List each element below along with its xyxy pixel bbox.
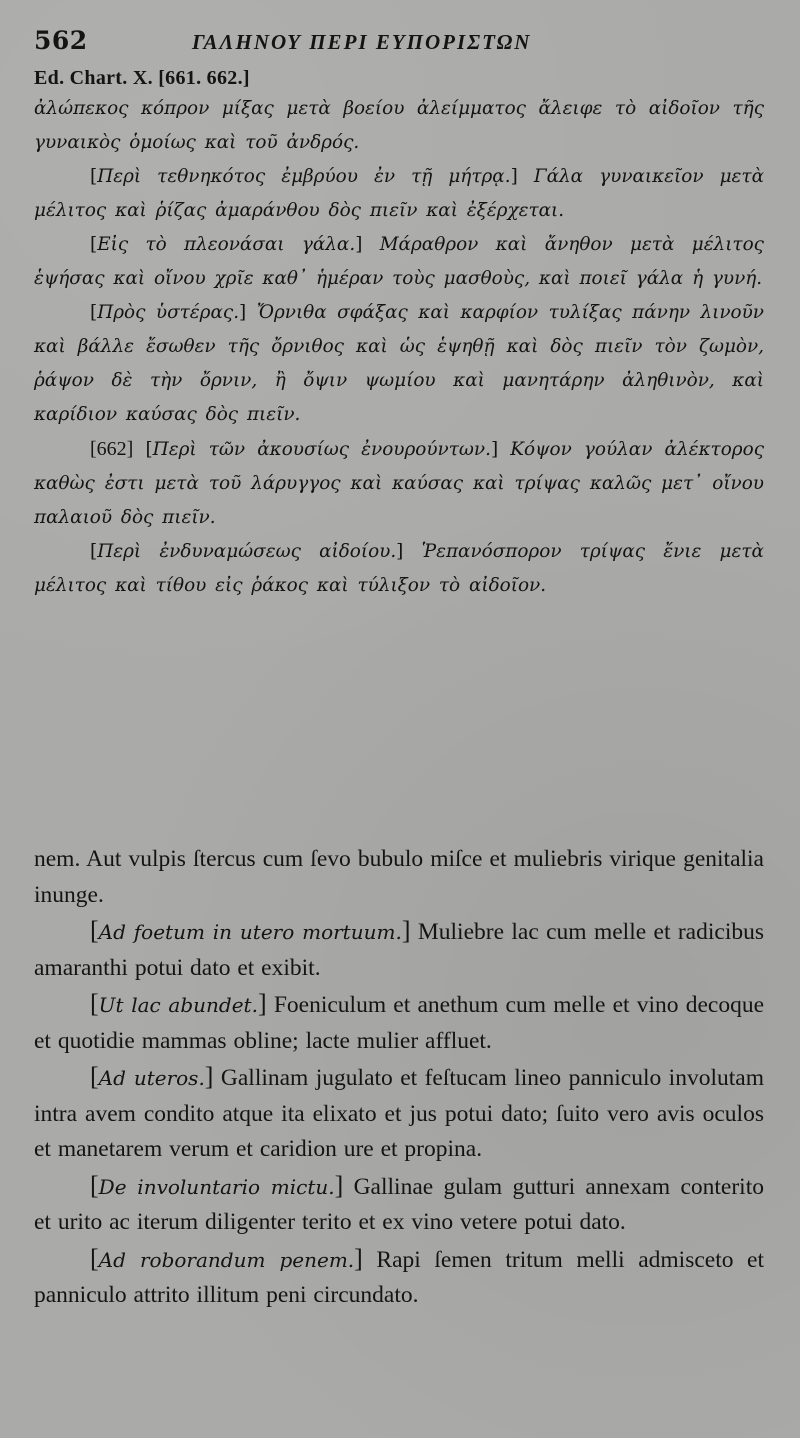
close-bracket: ] <box>257 989 267 1018</box>
page-header <box>34 26 764 64</box>
greek-paragraph-text: ἀλώπεκος κόπρον μίξας μετὰ βοείου ἀλείμματος ἄλειφε τὸ αἰδοῖον τῆς γυναικὸς ὁμοίως καὶ τοῦ ἀνδρός. <box>34 98 764 153</box>
latin-paragraph-text: Muliebre lac cum melle et radicibus amaranthi potui dato et exibit. <box>34 919 764 981</box>
greek-section-heading: Περὶ ἐνδυναμώσεως αἰδοίου. <box>97 541 397 562</box>
greek-paragraph <box>34 228 764 296</box>
close-bracket: ] <box>334 1170 344 1200</box>
greek-text-block <box>34 92 764 782</box>
open-bracket: [ <box>90 234 98 255</box>
column-gap <box>34 782 764 842</box>
greek-paragraph <box>34 296 764 432</box>
close-bracket: ] <box>354 1243 363 1273</box>
greek-section-heading: Εἰς τὸ πλεονάσαι γάλα. <box>97 234 356 255</box>
greek-paragraph <box>34 92 764 160</box>
greek-paragraph-text: Ὄρνιθα σφάξας καὶ καρφίον τυλίξας πάνην λινοῦν καὶ βάλλε ἔσωθεν τῆς ὄρνιθος καὶ ὡς ἑψηθῇ καὶ δὸς πιεῖν τὸν ζωμὸν, ῥάψον δὲ τὴν ὄρνιν, ἢ ὄψιν ψωμίου καὶ μανητάρην ἀληθινὸν, καὶ καρίδιον καύσας δὸς πιεῖν. <box>34 302 764 425</box>
latin-paragraph <box>34 1241 764 1314</box>
latin-paragraph-text: nem. Aut vulpis ſtercus cum ſevo bubulo miſce et muliebris virique genitalia inunge. <box>34 846 764 908</box>
latin-paragraph <box>34 1059 764 1168</box>
latin-paragraph-text: Gallinam jugulato et feſtucam lineo panniculo involutam intra avem condito atque ita elixato et jus potui dato; ſuito vero avis oculos et manetarem verum et caridion ure et propina. <box>34 1065 764 1162</box>
greek-paragraph-text: Ῥεπανόσπορον τρίψας ἔνιε μετὰ μέλιτος καὶ τίθου εἰς ῥάκος καὶ τύλιξον τὸ αἰδοῖον. <box>34 541 764 596</box>
latin-paragraph <box>34 913 764 986</box>
edition-reference: Ed. Chart. X. [661. 662.] <box>34 67 250 89</box>
latin-section-heading: Ad foetum in utero mortuum. <box>98 920 402 944</box>
greek-section-heading: Περὶ τεθνηκότος ἐμβρύου ἐν τῇ μήτρᾳ. <box>97 166 511 187</box>
greek-paragraph-text: Κόψον γούλαν ἀλέκτορος καθὼς ἐστι μετὰ τοῦ λάρυγγος καὶ καύσας καὶ τρίψας καλῶς μετ᾽ οἴνου παλαιοῦ δὸς πιεῖν. <box>34 439 764 528</box>
open-bracket: [ <box>90 1243 99 1273</box>
close-bracket: ] <box>401 916 411 945</box>
latin-text-block <box>34 842 764 1314</box>
latin-paragraph <box>34 1168 764 1241</box>
greek-section-heading: Πρὸς ὑστέρας. <box>97 302 240 323</box>
greek-paragraph-text: Μάραθρον καὶ ἄνηθον μετὰ μέλιτος ἑψήσας καὶ οἴνου χρῖε καθ᾽ ἡμέραν τοὺς μασθοὺς, καὶ ποιεῖ γάλα ἡ γυνή. <box>34 234 764 289</box>
close-bracket: ] <box>239 302 247 323</box>
open-bracket: [ <box>90 166 98 187</box>
open-bracket: [ <box>90 916 99 945</box>
page-number: 562 <box>34 26 88 55</box>
page-marker: [662] <box>90 438 134 460</box>
latin-paragraph <box>34 986 764 1059</box>
open-bracket: [ <box>90 1170 99 1200</box>
latin-paragraph-text: Rapi ſemen tritum melli admisceto et panniculo attrito illitum peni circundato. <box>34 1246 765 1308</box>
latin-section-heading: Ad roborandum penem. <box>98 1247 355 1272</box>
greek-paragraph <box>34 160 764 228</box>
greek-section-heading: Περὶ τῶν ἀκουσίως ἐνουρούντων. <box>152 439 491 460</box>
open-bracket: [ <box>90 989 99 1018</box>
latin-paragraph-text: Gallinae gulam gutturi annexam conterito et urito ac iterum diligenter terito et ex vino vetere potui dato. <box>34 1173 764 1235</box>
open-bracket: [ <box>90 1062 99 1091</box>
close-bracket: ] <box>355 234 363 255</box>
close-bracket: ] <box>490 439 499 460</box>
latin-paragraph <box>34 842 764 913</box>
open-bracket: [ <box>90 541 98 562</box>
close-bracket: ] <box>204 1062 214 1091</box>
close-bracket: ] <box>396 541 404 562</box>
latin-section-heading: De involuntario mictu. <box>98 1174 335 1199</box>
greek-paragraph <box>34 432 764 535</box>
latin-section-heading: Ut lac abundet. <box>98 993 258 1017</box>
open-bracket: [ <box>145 439 153 460</box>
greek-paragraph-text: Γάλα γυναικεῖον μετὰ μέλιτος καὶ ῥίζας ἀμαράνθου δὸς πιεῖν καὶ ἐξέρχεται. <box>34 166 764 221</box>
running-title: ΓΑΛΗΝΟΥ ΠΕΡΙ ΕΥΠΟΡΙΣΤΩΝ <box>192 30 532 54</box>
latin-paragraph-text: Foeniculum et anethum cum melle et vino decoque et quotidie mammas obline; lacte mulier affluet. <box>34 992 765 1054</box>
close-bracket: ] <box>510 166 518 187</box>
open-bracket: [ <box>90 302 98 323</box>
latin-section-heading: Ad uteros. <box>98 1066 205 1090</box>
greek-paragraph <box>34 535 764 603</box>
